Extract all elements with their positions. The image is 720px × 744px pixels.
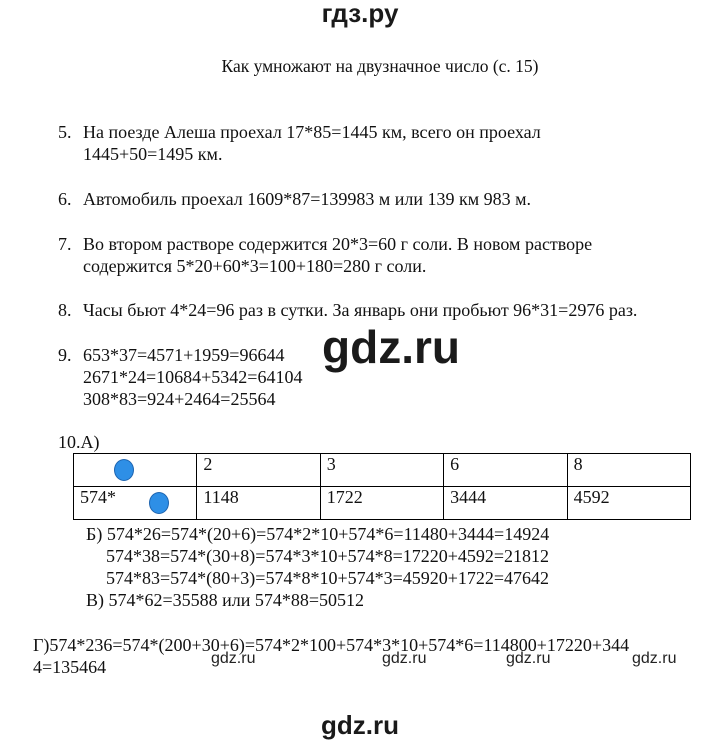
task10-b-line: 574*38=574*(30+8)=574*3*10+574*8=17220+4592=21812 — [106, 546, 550, 566]
item-number: 6. — [58, 189, 72, 209]
item-text-line: 308*83=924+2464=25564 — [83, 389, 276, 409]
blue-circle-marker — [114, 459, 134, 481]
item-text-line: Автомобиль проехал 1609*87=139983 м или 139 км 983 м. — [83, 189, 532, 209]
task10-label: 10.А) — [58, 432, 100, 452]
item-number: 8. — [58, 300, 72, 320]
multiplication-table — [73, 453, 691, 520]
task10-g-line: 4=135464 — [33, 657, 107, 677]
watermark-small: gdz.ru — [506, 650, 551, 667]
table-cell: 1722 — [320, 487, 443, 520]
site-header-title: гдз.ру — [321, 0, 399, 28]
table-cell: 2 — [197, 454, 320, 487]
item-number: 5. — [58, 122, 72, 142]
item-text-line: Во втором растворе содержится 20*3=60 г соли. В новом растворе — [83, 234, 593, 254]
blue-circle-marker — [149, 492, 169, 514]
table-row — [74, 487, 691, 520]
item-number: 9. — [58, 345, 72, 365]
table-cell: 4592 — [567, 487, 690, 520]
item-text-line: На поезде Алеша проехал 17*85=1445 км, всего он проехал — [83, 122, 541, 142]
item-text-line: 2671*24=10684+5342=64104 — [83, 367, 303, 387]
item-text-line: 653*37=4571+1959=96644 — [83, 345, 285, 365]
watermark-small: gdz.ru — [382, 650, 427, 667]
task10-g-line: Г)574*236=574*(200+30+6)=574*2*100+574*3*10+574*6=114800+17220+344 — [33, 635, 630, 655]
watermark-small: gdz.ru — [211, 650, 256, 667]
item-number: 7. — [58, 234, 72, 254]
table-cell: 8 — [567, 454, 690, 487]
item-text-line: содержится 5*20+60*3=100+180=280 г соли. — [83, 256, 427, 276]
table-cell — [74, 454, 197, 487]
task10-v-line: В) 574*62=35588 или 574*88=50512 — [86, 590, 365, 610]
item-text-line: Часы бьют 4*24=96 раз в сутки. За январь они пробьют 96*31=2976 раз. — [83, 300, 638, 320]
task10-b-line: Б) 574*26=574*(20+6)=574*2*10+574*6=11480+3444=14924 — [86, 524, 550, 544]
table-cell: 3 — [320, 454, 443, 487]
table-cell: 6 — [444, 454, 567, 487]
page-title: Как умножают на двузначное число (с. 15) — [221, 56, 539, 76]
watermark-small: gdz.ru — [632, 650, 677, 667]
task10-b-line: 574*83=574*(80+3)=574*8*10+574*3=45920+1722=47642 — [106, 568, 550, 588]
watermark-center: gdz.ru — [322, 321, 460, 373]
item-text-line: 1445+50=1495 км. — [83, 144, 223, 164]
table-row — [74, 454, 691, 487]
table-cell: 1148 — [197, 487, 320, 520]
table-cell: 3444 — [444, 487, 567, 520]
table-cell: 574* — [74, 487, 197, 520]
site-footer-title: gdz.ru — [321, 710, 399, 740]
